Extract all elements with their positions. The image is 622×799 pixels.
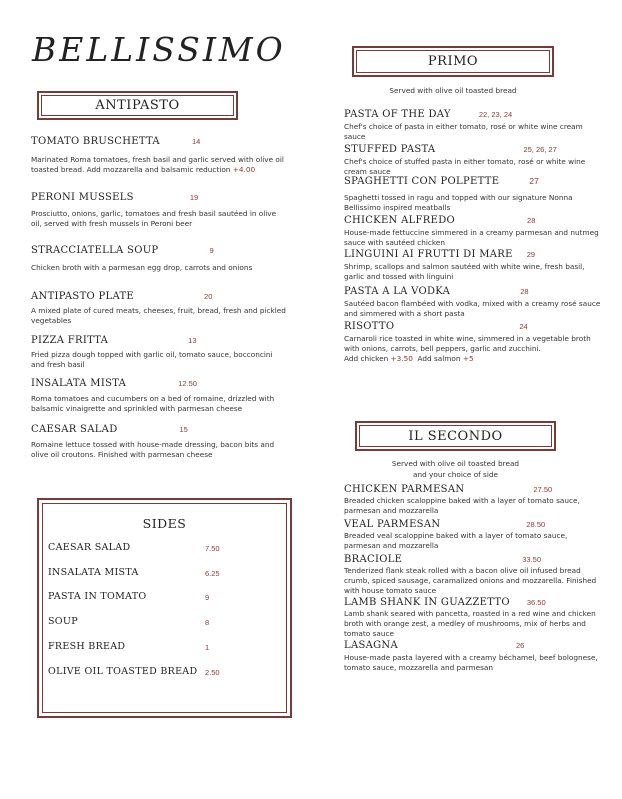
- item-description: House-made fettuccine simmered in a creamy parmesan and nutmeg sauce with sautéed chicken: [344, 228, 599, 248]
- item-price: 15: [179, 425, 188, 434]
- item-description: Chicken broth with a parmesan egg drop, carrots and onions: [31, 263, 253, 272]
- item-name: ANTIPASTO PLATE: [31, 291, 135, 302]
- side-price: 8: [205, 618, 210, 627]
- menu-item-risotto: [344, 321, 606, 365]
- item-name: STUFFED PASTA: [344, 144, 436, 155]
- item-price: 19: [189, 193, 199, 202]
- item-description: Prosciutto, onions, garlic, tomatoes and fresh basil sautéed in olive oil, served with fresh mussels in Peroni beer: [31, 209, 277, 229]
- item-price: 22, 23, 24: [478, 110, 513, 119]
- item-description: Breaded veal scaloppine baked with a layer of tomato sauce, parmesan and mozzarella: [344, 531, 568, 551]
- addon-price-chicken: +3.50: [390, 354, 413, 364]
- item-description: Tenderized flank steak rolled with a bacon olive oil infused bread crumb, spiced sausage, caramalized onions and mozzarella. Finished with house tomato sauce: [344, 566, 597, 596]
- item-price: 24: [519, 322, 528, 331]
- primo-title: PRIMO: [356, 50, 550, 73]
- menu-item-spaghetti-con-polpette: [344, 176, 606, 213]
- menu-item-insalata-mista: [31, 378, 286, 414]
- item-description: Marinated Roma tomatoes, fresh basil and garlic served with olive oil toasted bread. Add mozzarella and balsamic reduction: [31, 155, 284, 175]
- menu-item-lasagna: [344, 640, 606, 673]
- item-name: PASTA A LA VODKA: [344, 286, 451, 297]
- item-name: LAMB SHANK IN GUAZZETTO: [344, 597, 510, 608]
- sides-panel: [37, 498, 292, 718]
- item-name: CHICKEN PARMESAN: [344, 484, 465, 495]
- item-price: 28.50: [526, 520, 546, 529]
- secondo-note: [355, 459, 556, 480]
- primo-header: [352, 46, 554, 77]
- item-description: Lamb shank seared with pancetta, roasted in a red wine and chicken broth with orange zest, a medley of mushrooms, mix of herbs and tomato sauce: [344, 609, 596, 639]
- menu-item-caesar-salad: [31, 424, 286, 460]
- item-name: PIZZA FRITTA: [31, 335, 109, 346]
- item-description: Chef's choice of stuffed pasta in either tomato, rosé or white wine cream sauce: [344, 157, 586, 177]
- item-price: 27.50: [533, 485, 553, 494]
- secondo-title: IL SECONDO: [359, 425, 552, 447]
- side-price: 7.50: [205, 544, 220, 553]
- side-price: 1: [205, 643, 210, 652]
- item-name: TOMATO BRUSCHETTA: [31, 136, 160, 147]
- menu-item-veal-parmesan: [344, 519, 606, 551]
- item-name: CAESAR SALAD: [31, 424, 118, 435]
- menu-item-pizza-fritta: [31, 335, 286, 370]
- item-name: INSALATA MISTA: [31, 378, 127, 389]
- antipasto-header: [37, 91, 238, 120]
- item-description: Spaghetti tossed in ragu and topped with our signature Nonna Bellissimo inspired meatballs: [344, 193, 573, 213]
- addon-price-salmon: +5: [462, 354, 474, 364]
- item-price: 12.50: [178, 379, 197, 388]
- item-name: SPAGHETTI CON POLPETTE: [344, 176, 500, 187]
- menu-item-stuffed-pasta: [344, 144, 606, 177]
- item-description: House-made pasta layered with a creamy béchamel, beef bolognese, tomato sauce, mozzarella and parmesan: [344, 653, 598, 673]
- menu-item-linguini-ai-frutti-di-mare: [344, 249, 606, 282]
- item-price: 36.50: [526, 598, 546, 607]
- side-name: CAESAR SALAD: [48, 542, 131, 553]
- menu-item-chicken-alfredo: [344, 215, 606, 248]
- side-price: 2.50: [205, 668, 220, 677]
- side-name: INSALATA MISTA: [48, 567, 139, 578]
- item-name: BRACIOLE: [344, 554, 403, 565]
- side-price: 6.25: [205, 569, 220, 578]
- sides-title: SIDES: [142, 516, 187, 531]
- item-price: 14: [191, 137, 201, 146]
- menu-item-chicken-parmesan: [344, 484, 606, 516]
- secondo-note-line-1: Served with olive oil toasted bread: [391, 459, 520, 468]
- menu-item-stracciatella-soup: [31, 245, 286, 273]
- item-description: Breaded chicken scaloppine baked with a layer of tomato sauce, parmesan and mozzarella: [344, 496, 580, 516]
- side-name: OLIVE OIL TOASTED BREAD: [48, 666, 198, 677]
- item-price: 26: [516, 641, 525, 650]
- item-description: A mixed plate of cured meats, cheeses, fruit, bread, fresh and pickled vegetables: [31, 306, 286, 326]
- menu-item-peroni-mussels: [31, 192, 286, 229]
- item-name: LASAGNA: [344, 640, 398, 651]
- side-price: 9: [205, 593, 210, 602]
- side-name: FRESH BREAD: [48, 641, 126, 652]
- item-price: 9: [209, 246, 214, 255]
- item-price: 28: [527, 216, 536, 225]
- item-name: CHICKEN ALFREDO: [344, 215, 456, 226]
- item-price: 33.50: [522, 555, 542, 564]
- item-addon-price: +4.00: [232, 165, 256, 175]
- item-description: Shrimp, scallops and salmon sautéed with white wine, fresh basil, garlic and tossed with linguini: [344, 262, 585, 282]
- antipasto-title: ANTIPASTO: [41, 95, 234, 116]
- secondo-note-line-2: and your choice of side: [412, 469, 499, 479]
- item-price: 28: [520, 287, 529, 296]
- addon-label-salmon: Add salmon: [417, 354, 461, 364]
- item-price: 27: [529, 176, 539, 186]
- item-name: VEAL PARMESAN: [344, 519, 441, 530]
- item-price: 29: [526, 250, 536, 259]
- item-name: RISOTTO: [344, 321, 395, 332]
- primo-note: Served with olive oil toasted bread: [389, 86, 517, 95]
- addon-label-chicken: Add chicken: [344, 354, 389, 364]
- item-name: PASTA OF THE DAY: [344, 109, 451, 120]
- menu-item-lamb-shank-in-guazzetto: [344, 597, 606, 640]
- menu-item-pasta-a-la-vodka: [344, 286, 606, 319]
- item-name: STRACCIATELLA SOUP: [31, 245, 159, 256]
- item-name: LINGUINI AI FRUTTI DI MARE: [344, 249, 513, 260]
- menu-item-antipasto-plate: [31, 291, 286, 326]
- item-description: Romaine lettuce tossed with house-made dressing, bacon bits and olive oil croutons. Finished with parmesan cheese: [31, 440, 275, 460]
- side-name: PASTA IN TOMATO: [48, 591, 147, 602]
- item-description: Chef's choice of pasta in either tomato, rosé or white wine cream sauce: [344, 122, 583, 142]
- menu-item-tomato-bruschetta: [31, 136, 286, 175]
- item-price: 25, 26, 27: [523, 145, 557, 154]
- item-description: Sautéed bacon flambéed with vodka, mixed with a creamy rosé sauce and simmered with a short pasta: [344, 299, 601, 319]
- secondo-header: [355, 421, 556, 451]
- item-description: Fried pizza dough topped with garlic oil, tomato sauce, bocconcini and fresh basil: [31, 350, 273, 370]
- item-name: PERONI MUSSELS: [31, 192, 134, 203]
- item-description: Carnaroli rice toasted in white wine, simmered in a vegetable broth with onions, carrots, bell peppers, garlic and zucchini.: [344, 334, 591, 354]
- menu-item-pasta-of-the-day: [344, 109, 606, 142]
- restaurant-logo-title: BELLISSIMO: [32, 30, 286, 69]
- menu-item-braciole: [344, 554, 606, 597]
- item-description: Roma tomatoes and cucumbers on a bed of romaine, drizzled with balsamic vinaigrette and sprinkled with parmesan cheese: [31, 394, 275, 414]
- item-price: 13: [188, 336, 197, 345]
- side-name: SOUP: [48, 616, 78, 627]
- item-price: 20: [204, 292, 213, 301]
